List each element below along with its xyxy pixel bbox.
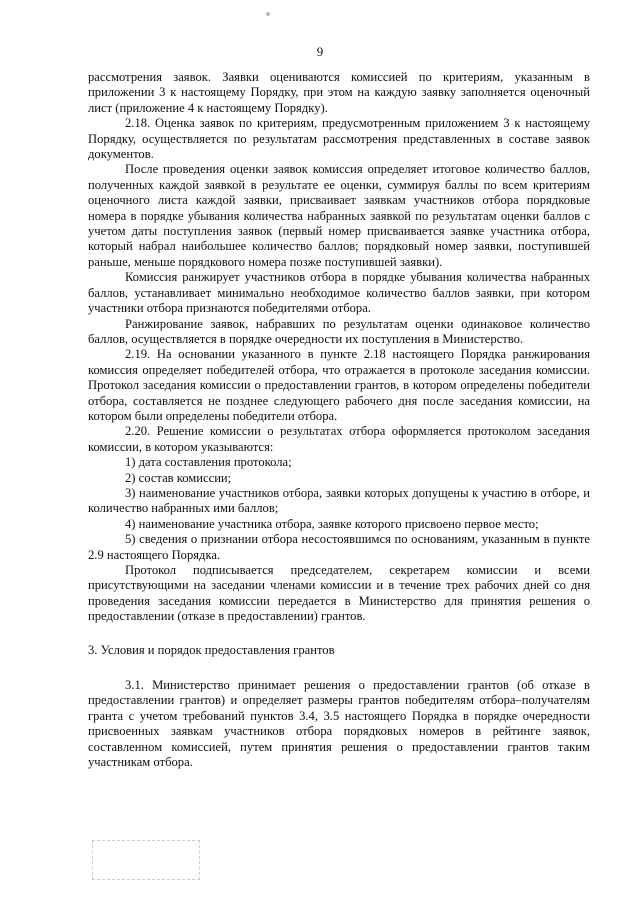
document-body [88,70,590,770]
list-item-5: 5) сведения о признании отбора несостоявшимся по основаниям, указанным в пункте 2.9 настоящего Порядка. [88,532,590,562]
paragraph-equal-scores: Ранжирование заявок, набравших по результатам оценки одинаковое количество баллов, осуществляется в порядке очередности их поступления в Министерство. [88,316,590,346]
paragraph-3-1: 3.1. Министерство принимает решения о предоставлении грантов (об отказе в предоставлении грантов) и определяет размеры грантов победителям отбора–получателям гранта с учетом требований пунктов 3.4, 3.5 настоящего Порядка в порядке очередности присвоенных заявкам участников отбора порядковых номеров в рейтинге заявок, составленном комиссией, путем принятия решения о предоставлении грантов таким участникам отбора. [88,678,590,770]
faded-stamp [92,840,200,880]
scan-artifact [266,12,270,16]
list-item-4: 4) наименование участника отбора, заявке которого присвоено первое место; [125,516,539,531]
paragraph-protocol: Протокол подписывается председателем, секретарем комиссии и всеми присутствующими на заседании членами комиссии и в течение трех рабочих дней со дня проведения заседания комиссии передается в Министерство для принятия решения о предоставлении (отказе в предоставлении) грантов. [88,563,590,624]
section-title: 3. Условия и порядок предоставления грантов [88,642,335,657]
paragraph-ranking: Комиссия ранжирует участников отбора в порядке убывания количества набранных баллов, устанавливает минимально необходимое количество баллов заявки, при котором участники отбора признаются победителями отбора. [88,270,590,316]
paragraph-2-20: 2.20. Решение комиссии о результатах отбора оформляется протоколом заседания комиссии, в котором указываются: [88,424,590,454]
paragraph-2-18: 2.18. Оценка заявок по критериям, предусмотренным приложением 3 к настоящему Порядку, осуществляется по результатам рассмотрения представленных в составе заявок документов. [88,116,590,162]
list-item-3: 3) наименование участников отбора, заявки которых допущены к участию в отборе, и количество набранных ими баллов; [88,485,590,516]
list-item-2: 2) состав комиссии; [125,470,232,485]
paragraph-scoring: После проведения оценки заявок комиссия определяет итоговое количество баллов, полученных каждой заявкой в результате ее оценки, суммируя баллы по всем критериям оценочного листа каждой заявки, присваивает заявкам участников отбора порядковые номера в порядке убывания количества набранных заявкой по результатам оценки баллов с учетом даты поступления заявок (первый номер присваивается заявке участника отбора, который набрал наибольшее количество баллов; порядковый номер заявки, поступившей раньше, меньше порядкового номера позже поступившей заявки). [88,162,590,269]
paragraph-continuation: рассмотрения заявок. Заявки оцениваются комиссией по критериям, указанным в приложении 3 к настоящему Порядку, при этом на каждую заявку заполняется оценочный лист (приложение 4 к настоящему Порядку). [88,70,590,115]
page-number: 9 [316,44,324,59]
list-item-1: 1) дата составления протокола; [125,455,292,470]
paragraph-2-19: 2.19. На основании указанного в пункте 2.18 настоящего Порядка ранжирования комиссия определяет победителей отбора, что отражается в протоколе заседания комиссии. Протокол заседания комиссии о предоставлении грантов, в котором определены победители отбора, составляется не позднее следующего рабочего дня после заседания комиссии, на котором были определены победители отбора. [88,347,590,423]
